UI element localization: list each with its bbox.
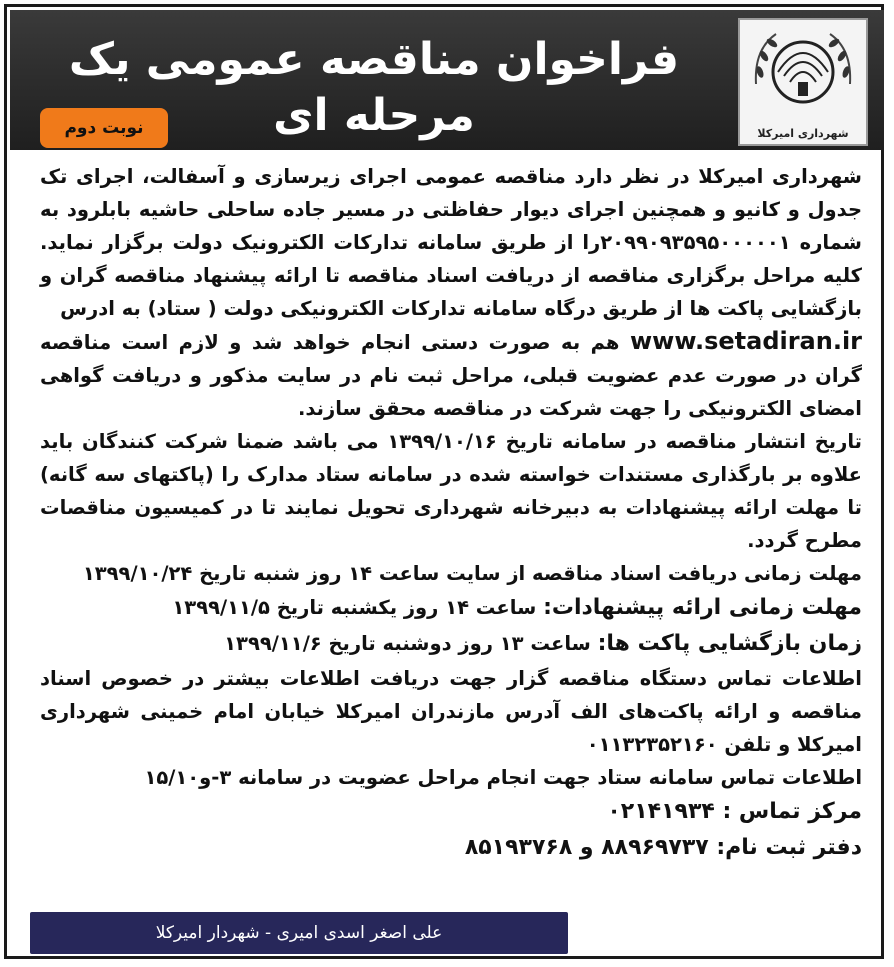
registration-office	[40, 830, 862, 866]
signature-bar: علی اصغر اسدی امیری - شهردار امیرکلا	[30, 912, 568, 954]
notice-title: فراخوان مناقصه عمومی یک مرحله ای	[68, 34, 680, 141]
notice-header	[10, 10, 884, 150]
opening-time-value: ساعت ۱۳ روز دوشنبه تاریخ ۱۳۹۹/۱۱/۶	[224, 632, 591, 655]
website-paragraph	[40, 325, 862, 425]
publication-paragraph: تاریخ انتشار مناقصه در سامانه تاریخ ۱۳۹۹/۱۰/۱۶ می باشد ضمنا شرکت کنندگان باید علاوه بر بارگذاری مستندات خواسته شده در سامانه ستاد مدارک را (پاکتهای سه گانه) تا مهلت ارائه پیشنهادات به دبیرخانه شهرداری تحویل نمایند تا در کمیسیون مناقصات مطرح گردد.	[40, 430, 862, 552]
website-link[interactable]: www.setadiran.ir	[629, 327, 863, 355]
registration-office-value: ۸۸۹۶۹۷۳۷ و ۸۵۱۹۳۷۶۸	[464, 835, 709, 860]
opening-time-label: زمان بازگشایی پاکت ها:	[597, 631, 862, 656]
opening-time	[40, 626, 862, 662]
emblem-icon	[746, 24, 860, 124]
contact-center-value: ۰۲۱۴۱۹۳۴	[607, 799, 715, 824]
registration-office-label: دفتر ثبت نام:	[716, 835, 862, 860]
contact-paragraph: اطلاعات تماس دستگاه مناقصه گزار جهت دریافت اطلاعات بیشتر در خصوص اسناد مناقصه و ارائه پاکت‌های الف آدرس مازندران امیرکلا خیابان امام خمینی شهرداری امیرکلا و تلفن ۰۱۱۳۲۳۵۲۱۶۰	[40, 667, 862, 756]
contact-center	[40, 794, 862, 830]
submission-deadline	[40, 590, 862, 626]
contact-center-label: مرکز تماس :	[722, 799, 862, 824]
document-deadline: مهلت زمانی دریافت اسناد مناقصه از سایت ساعت ۱۴ روز شنبه تاریخ ۱۳۹۹/۱۰/۲۴	[82, 562, 862, 585]
logo-caption: شهرداری امیرکلا	[757, 127, 849, 140]
notice-body	[40, 160, 862, 866]
submission-deadline-value: ساعت ۱۴ روز یکشنبه تاریخ ۱۳۹۹/۱۱/۵	[172, 596, 537, 619]
submission-deadline-label: مهلت زمانی ارائه پیشنهادات:	[543, 595, 862, 620]
round-badge: نوبت دوم	[40, 108, 168, 148]
intro-paragraph: شهرداری امیرکلا در نظر دارد مناقصه عمومی اجرای زیرسازی و آسفالت، اجرای تک جدول و کانیو و همچنین اجرای دیوار حفاظتی در مسیر جاده ساحلی حاشیه بابلرود به شماره ۲۰۹۹۰۹۳۵۹۵۰۰۰۰۰۱را از طریق سامانه تدارکات الکترونیک دولت برگزار نماید. کلیه مراحل برگزاری مناقصه از دریافت اسناد مناقصه تا ارائه پیشنهاد مناقصه گران و بازگشایی پاکت ها از طریق درگاه سامانه تدارکات الکترونیکی دولت ( ستاد) به ادرس	[40, 165, 862, 320]
manual-note: هم به صورت دستی انجام خواهد شد و لازم است مناقصه گران در صورت عدم عضویت قبلی، مراحل ثبت نام در سایت مذکور و دریافت گواهی امضای الکترونیکی را جهت شرکت در مناقصه محقق سازند.	[40, 331, 862, 420]
setad-contact: اطلاعات تماس سامانه ستاد جهت انجام مراحل عضویت در سامانه ۳-و۱۵/۱۰	[144, 766, 862, 789]
municipality-logo	[738, 18, 868, 146]
